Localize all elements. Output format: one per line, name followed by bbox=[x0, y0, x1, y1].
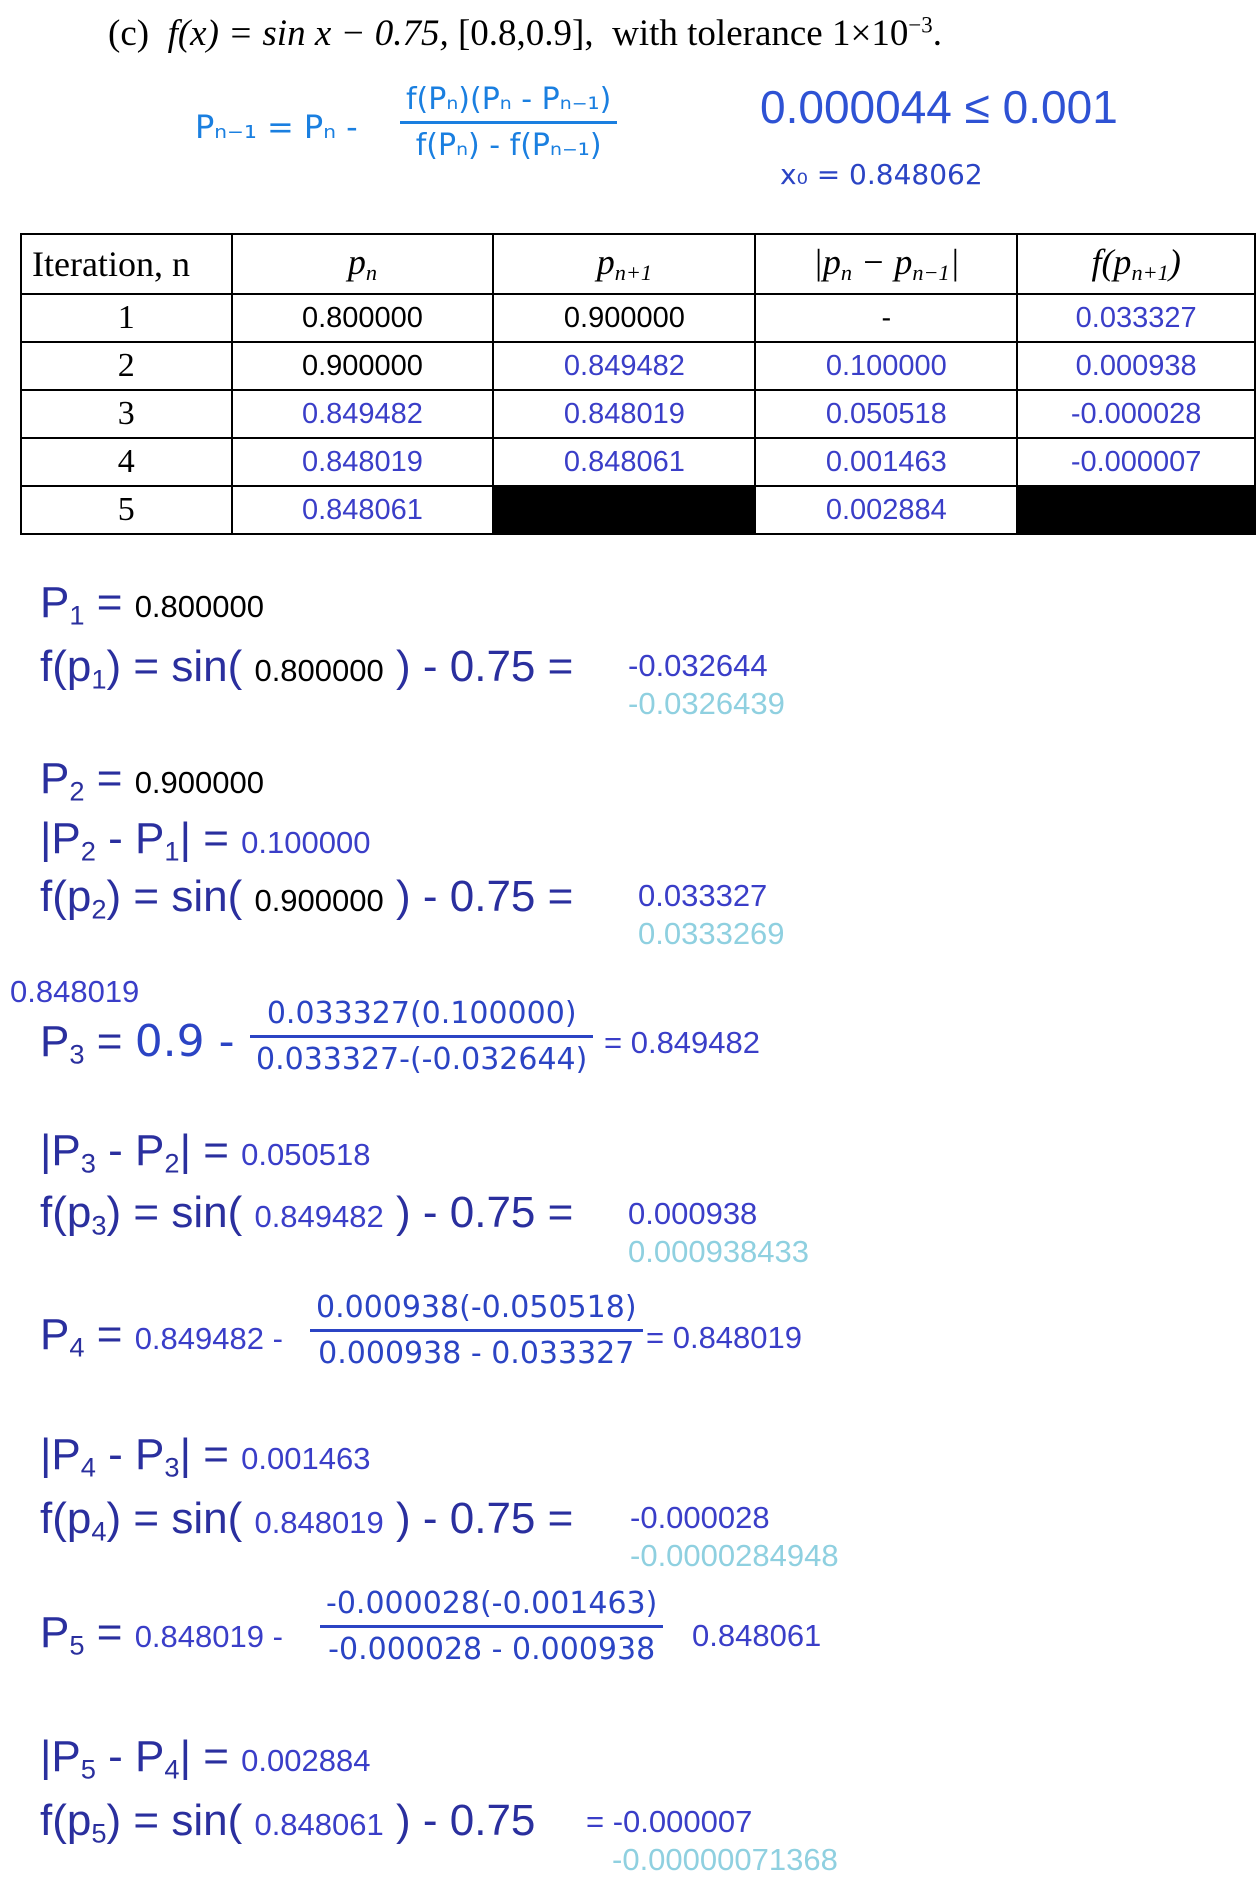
formula-bar bbox=[400, 121, 617, 124]
d43-value: 0.001463 bbox=[241, 1441, 371, 1476]
cell-pn1: 0.849482 bbox=[493, 342, 755, 390]
p4-result: = 0.848019 bbox=[646, 1320, 803, 1355]
problem-label: (c) bbox=[108, 13, 150, 54]
cell-diff: 0.050518 bbox=[755, 390, 1017, 438]
table-row bbox=[21, 294, 1255, 342]
fp2-exact: 0.0333269 bbox=[638, 916, 785, 951]
cell-pn1: 0.900000 bbox=[493, 294, 755, 342]
fp1-result: -0.032644 bbox=[628, 648, 768, 683]
fp3-arg: 0.849482 bbox=[254, 1199, 384, 1234]
fp2-arg: 0.900000 bbox=[254, 883, 384, 918]
cell-pn1: 0.848061 bbox=[493, 438, 755, 486]
d32-value: 0.050518 bbox=[241, 1137, 371, 1172]
tolerance-exponent: −3 bbox=[908, 12, 933, 38]
x0-result: x₀ = 0.848062 bbox=[780, 158, 983, 191]
d21-value: 0.100000 bbox=[241, 825, 371, 860]
fp4-arg: 0.848019 bbox=[254, 1505, 384, 1540]
p1-line: $P_1 = 0.800000$ bbox=[40, 578, 264, 631]
p5-denominator: -0.000028 - 0.000938 bbox=[328, 1632, 656, 1667]
p5-numerator: -0.000028(-0.001463) bbox=[326, 1586, 658, 1621]
table-row bbox=[21, 342, 1255, 390]
formula-lhs: Pₙ₋₁ = Pₙ - bbox=[195, 108, 358, 146]
fp2-line: $f(p_2) = \sin$( 0.900000 ) - 0.75 = bbox=[40, 872, 574, 925]
p3-fraction bbox=[250, 996, 593, 1077]
p5-base: 0.848019 - bbox=[134, 1619, 283, 1654]
cell-n: 1 bbox=[21, 294, 232, 342]
fp5-exact: -0.00000071368 bbox=[612, 1842, 838, 1877]
p4-base: 0.849482 - bbox=[134, 1321, 283, 1356]
fp5-result: = -0.000007 bbox=[586, 1804, 753, 1839]
cell-n: 5 bbox=[21, 486, 232, 534]
p3-side-note: 0.848019 bbox=[10, 974, 140, 1009]
p4-denominator: 0.000938 - 0.033327 bbox=[318, 1336, 635, 1371]
cell-n: 3 bbox=[21, 390, 232, 438]
fp2-result: 0.033327 bbox=[638, 878, 768, 913]
p5-bar bbox=[320, 1625, 663, 1628]
header-pn1: $p_{n+1}$ bbox=[493, 234, 755, 294]
cell-pn1: 0.848019 bbox=[493, 390, 755, 438]
cell-f: -0.000028 bbox=[1017, 390, 1255, 438]
problem-function: f(x) = sin x − 0.75, bbox=[167, 13, 449, 54]
header-diff: $|p_n - p_{n-1}|$ bbox=[755, 234, 1017, 294]
p4-bar bbox=[310, 1329, 643, 1332]
cell-pn: 0.849482 bbox=[232, 390, 494, 438]
formula-fraction bbox=[400, 82, 617, 163]
cell-blacked-out bbox=[493, 486, 755, 534]
p3-numerator: 0.033327(0.100000) bbox=[266, 996, 577, 1031]
cell-diff: 0.002884 bbox=[755, 486, 1017, 534]
cell-pn: 0.848019 bbox=[232, 438, 494, 486]
p5-line: $P_5 = 0.848019$ - bbox=[40, 1608, 283, 1661]
d32-line: $|P_3 - P_2| = 0.050518$ bbox=[40, 1126, 371, 1179]
iteration-table bbox=[20, 233, 1256, 535]
fp5-arg: 0.848061 bbox=[254, 1807, 384, 1842]
p3-denominator: 0.033327-(-0.032644) bbox=[256, 1042, 588, 1077]
p3-base: 0.9 - bbox=[134, 1016, 235, 1067]
cell-diff: 0.100000 bbox=[755, 342, 1017, 390]
d43-line: $|P_4 - P_3| = 0.001463$ bbox=[40, 1430, 371, 1483]
p5-result: 0.848061 bbox=[692, 1618, 822, 1653]
fp4-result: -0.000028 bbox=[630, 1500, 770, 1535]
problem-interval: [0.8,0.9], bbox=[457, 13, 594, 54]
d54-value: 0.002884 bbox=[241, 1743, 371, 1778]
tolerance-check: 0.000044 ≤ 0.001 bbox=[760, 81, 1118, 133]
cell-pn: 0.900000 bbox=[232, 342, 494, 390]
formula-numerator: f(Pₙ)(Pₙ - Pₙ₋₁) bbox=[406, 82, 612, 117]
table-row bbox=[21, 390, 1255, 438]
cell-n: 2 bbox=[21, 342, 232, 390]
formula-denominator: f(Pₙ) - f(Pₙ₋₁) bbox=[415, 128, 602, 163]
d21-line: $|P_2 - P_1| = 0.100000$ bbox=[40, 814, 371, 867]
cell-pn: 0.800000 bbox=[232, 294, 494, 342]
fp1-arg: 0.800000 bbox=[254, 653, 384, 688]
cell-blacked-out bbox=[1017, 486, 1255, 534]
problem-end: . bbox=[932, 13, 942, 54]
header-pn: $p_n$ bbox=[232, 234, 494, 294]
table-row bbox=[21, 486, 1255, 534]
p2-line: $P_2 = 0.900000$ bbox=[40, 754, 264, 807]
fp5-line: $f(p_5) = \sin$( 0.848061 ) - 0.75 bbox=[40, 1796, 536, 1849]
problem-tolerance: with tolerance 1×10 bbox=[612, 13, 909, 54]
fp3-exact: 0.000938433 bbox=[628, 1234, 810, 1269]
cell-diff: 0.001463 bbox=[755, 438, 1017, 486]
table-header-row bbox=[21, 234, 1255, 294]
cell-diff: - bbox=[755, 294, 1017, 342]
table-row bbox=[21, 438, 1255, 486]
problem-statement bbox=[108, 12, 942, 55]
p4-fraction bbox=[310, 1290, 643, 1371]
cell-f: -0.000007 bbox=[1017, 438, 1255, 486]
fp4-exact: -0.0000284948 bbox=[630, 1538, 839, 1573]
fp3-line: $f(p_3) = \sin$( 0.849482 ) - 0.75 = bbox=[40, 1188, 574, 1241]
header-f: $f(p_{n+1})$ bbox=[1017, 234, 1255, 294]
p3-result: = 0.849482 bbox=[604, 1025, 761, 1060]
cell-f: 0.000938 bbox=[1017, 342, 1255, 390]
p3-line: $P_3 = 0.9$ - bbox=[40, 1016, 235, 1070]
p2-value: 0.900000 bbox=[134, 765, 264, 800]
header-iteration: Iteration, n bbox=[21, 234, 232, 294]
fp1-line: $f(p_1) = \sin$( 0.800000 ) - 0.75 = bbox=[40, 642, 574, 695]
fp1-exact: -0.0326439 bbox=[628, 686, 785, 721]
cell-f: 0.033327 bbox=[1017, 294, 1255, 342]
d54-line: $|P_5 - P_4| = 0.002884$ bbox=[40, 1732, 371, 1785]
cell-n: 4 bbox=[21, 438, 232, 486]
fp4-line: $f(p_4) = \sin$( 0.848019 ) - 0.75 = bbox=[40, 1494, 574, 1547]
p4-line: $P_4 = 0.849482$ - bbox=[40, 1310, 283, 1363]
p4-numerator: 0.000938(-0.050518) bbox=[316, 1290, 637, 1325]
fp3-result: 0.000938 bbox=[628, 1196, 758, 1231]
p3-bar bbox=[250, 1035, 593, 1038]
cell-pn: 0.848061 bbox=[232, 486, 494, 534]
p5-fraction bbox=[320, 1586, 663, 1667]
p1-value: 0.800000 bbox=[134, 589, 264, 624]
